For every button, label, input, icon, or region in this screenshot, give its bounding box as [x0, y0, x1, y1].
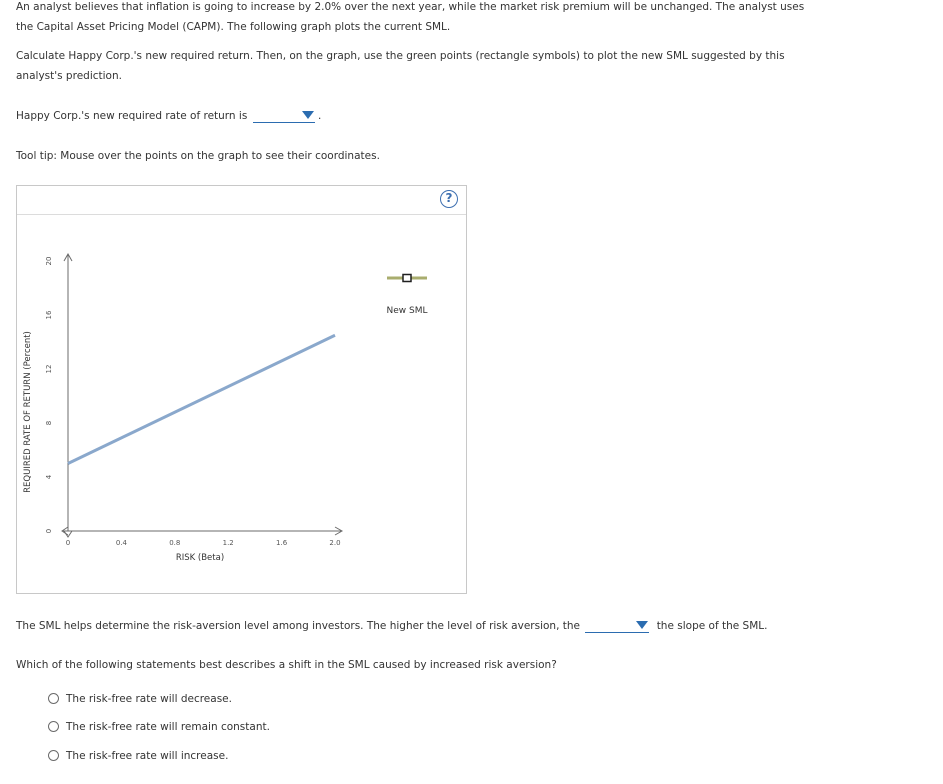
x-axis-label: RISK (Beta) — [175, 553, 225, 563]
radio-option-increase[interactable] — [48, 748, 228, 764]
x-tick-label: 1.6 — [276, 539, 288, 547]
y-axis-label: REQUIRED RATE OF RETURN (Percent) — [23, 331, 33, 493]
intro-text — [16, 0, 931, 37]
x-ticks — [66, 539, 341, 547]
help-icon[interactable]: ? — [440, 190, 458, 208]
y-tick-label: 0 — [45, 528, 53, 534]
sml-chart — [17, 186, 466, 593]
radio-button[interactable] — [48, 721, 59, 732]
y-axis-down-arrow-icon — [64, 531, 72, 537]
y-tick-label: 16 — [45, 310, 53, 320]
sml-slope-prefix: The SML helps determine the risk-aversion level among investors. The higher the level of risk aversion, the — [16, 620, 580, 632]
required-return-suffix: . — [318, 110, 322, 122]
chevron-down-icon — [302, 111, 314, 119]
shift-question-prompt: Which of the following statements best describes a shift in the SML caused by increased risk aversion? — [16, 659, 557, 671]
required-return-row — [16, 106, 321, 126]
y-tick-label: 12 — [45, 364, 53, 374]
new-sml-rectangle-icon — [403, 275, 411, 282]
instruction-line-1: Calculate Happy Corp.'s new required return. Then, on the graph, use the green points (rectangle symbols) to plot the new SML suggested by this — [16, 50, 785, 62]
instruction-text — [16, 46, 931, 86]
intro-line-1: An analyst believes that inflation is going to increase by 2.0% over the next year, while the market risk premium will be unchanged. The analyst uses — [16, 1, 805, 13]
sml-slope-dropdown[interactable] — [585, 620, 649, 633]
y-tick-label: 20 — [45, 256, 53, 266]
radio-option-label: The risk-free rate will decrease. — [66, 693, 232, 705]
required-return-dropdown[interactable] — [253, 110, 315, 123]
radio-option-label: The risk-free rate will increase. — [66, 750, 229, 762]
chevron-down-icon — [636, 621, 648, 629]
required-return-prefix: Happy Corp.'s new required rate of return is — [16, 110, 248, 122]
new-sml-tool[interactable] — [387, 275, 428, 317]
y-tick-label: 8 — [45, 420, 53, 426]
x-tick-label: 0.8 — [169, 539, 181, 547]
x-tick-label: 0.4 — [115, 539, 127, 547]
y-tick-label: 4 — [45, 474, 53, 480]
intro-line-2: the Capital Asset Pricing Model (CAPM). The following graph plots the current SML. — [16, 21, 451, 33]
radio-option-constant[interactable] — [48, 719, 270, 735]
series-layer — [68, 335, 335, 463]
y-ticks — [45, 257, 53, 534]
graph-panel — [16, 185, 467, 594]
tooltip-note: Tool tip: Mouse over the points on the graph to see their coordinates. — [16, 150, 380, 162]
sml-slope-suffix: the slope of the SML. — [656, 620, 768, 632]
x-tick-label: 0 — [65, 539, 71, 547]
current-sml-line — [68, 335, 335, 463]
x-tick-label: 1.2 — [222, 539, 234, 547]
radio-button[interactable] — [48, 693, 59, 704]
new-sml-label: New SML — [386, 306, 428, 316]
instruction-line-2: analyst's prediction. — [16, 70, 122, 82]
radio-option-label: The risk-free rate will remain constant. — [66, 721, 270, 733]
radio-option-decrease[interactable] — [48, 691, 232, 707]
sml-slope-row — [16, 616, 767, 636]
x-tick-label: 2.0 — [329, 539, 341, 547]
radio-button[interactable] — [48, 750, 59, 761]
